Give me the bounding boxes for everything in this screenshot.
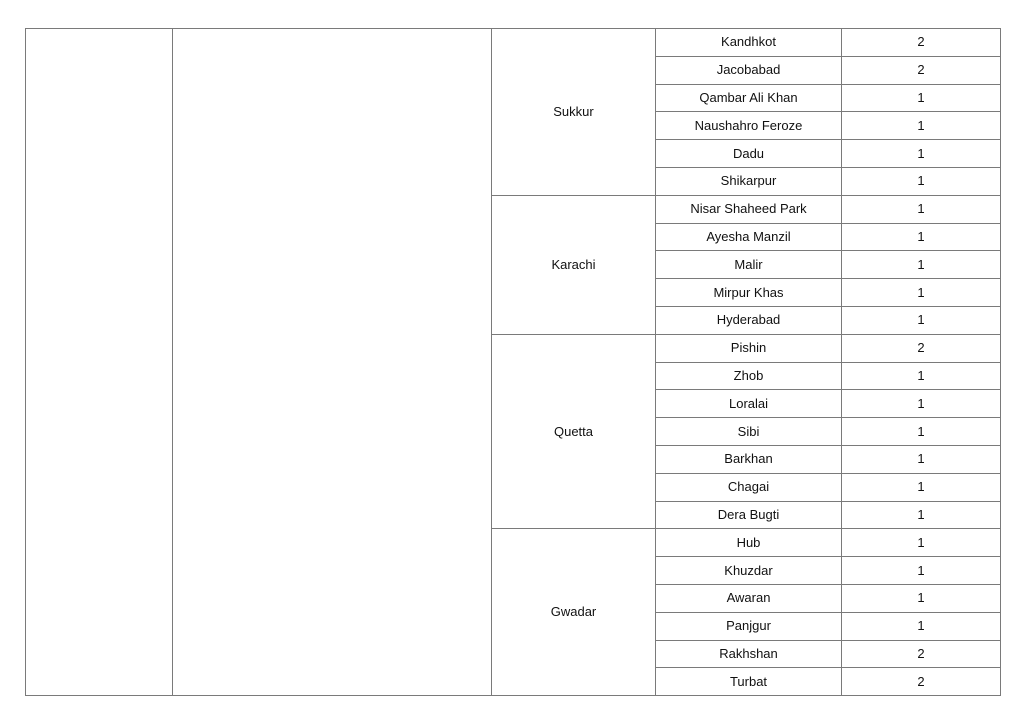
station-count-cell: 1 xyxy=(842,529,1001,557)
station-count-cell: 1 xyxy=(842,584,1001,612)
station-count-cell: 1 xyxy=(842,418,1001,446)
station-name-cell: Jacobabad xyxy=(656,56,842,84)
station-name-cell: Rakhshan xyxy=(656,640,842,668)
station-count-cell: 1 xyxy=(842,140,1001,168)
station-count-cell: 1 xyxy=(842,557,1001,585)
station-name-cell: Dera Bugti xyxy=(656,501,842,529)
station-name-cell: Mirpur Khas xyxy=(656,279,842,307)
station-count-cell: 1 xyxy=(842,223,1001,251)
station-count-cell: 1 xyxy=(842,473,1001,501)
region-cell: Gwadar xyxy=(492,529,656,696)
station-count-cell: 2 xyxy=(842,668,1001,696)
station-name-cell: Chagai xyxy=(656,473,842,501)
station-name-cell: Kandhkot xyxy=(656,29,842,57)
station-name-cell: Pishin xyxy=(656,334,842,362)
station-count-cell: 1 xyxy=(842,251,1001,279)
station-count-cell: 1 xyxy=(842,362,1001,390)
station-count-cell: 1 xyxy=(842,195,1001,223)
blank-column-1-cell xyxy=(26,29,173,696)
station-name-cell: Khuzdar xyxy=(656,557,842,585)
blank-column-2-cell xyxy=(173,29,492,696)
station-name-cell: Shikarpur xyxy=(656,167,842,195)
station-count-cell: 1 xyxy=(842,306,1001,334)
station-name-cell: Hyderabad xyxy=(656,306,842,334)
station-name-cell: Nisar Shaheed Park xyxy=(656,195,842,223)
station-name-cell: Naushahro Feroze xyxy=(656,112,842,140)
station-count-cell: 2 xyxy=(842,56,1001,84)
station-count-cell: 1 xyxy=(842,84,1001,112)
station-name-cell: Turbat xyxy=(656,668,842,696)
region-cell: Karachi xyxy=(492,195,656,334)
station-name-cell: Hub xyxy=(656,529,842,557)
station-count-cell: 1 xyxy=(842,390,1001,418)
table-row xyxy=(26,29,1001,57)
station-count-cell: 2 xyxy=(842,640,1001,668)
region-station-table xyxy=(25,28,1001,696)
station-count-cell: 2 xyxy=(842,29,1001,57)
station-count-cell: 1 xyxy=(842,167,1001,195)
station-name-cell: Loralai xyxy=(656,390,842,418)
station-count-cell: 1 xyxy=(842,612,1001,640)
station-name-cell: Ayesha Manzil xyxy=(656,223,842,251)
region-cell: Sukkur xyxy=(492,29,656,196)
station-name-cell: Awaran xyxy=(656,584,842,612)
region-cell: Quetta xyxy=(492,334,656,529)
station-count-cell: 1 xyxy=(842,279,1001,307)
station-name-cell: Panjgur xyxy=(656,612,842,640)
station-name-cell: Qambar Ali Khan xyxy=(656,84,842,112)
station-count-cell: 2 xyxy=(842,334,1001,362)
station-name-cell: Barkhan xyxy=(656,445,842,473)
station-count-cell: 1 xyxy=(842,112,1001,140)
station-name-cell: Dadu xyxy=(656,140,842,168)
station-name-cell: Sibi xyxy=(656,418,842,446)
station-count-cell: 1 xyxy=(842,501,1001,529)
station-name-cell: Malir xyxy=(656,251,842,279)
station-count-cell: 1 xyxy=(842,445,1001,473)
station-name-cell: Zhob xyxy=(656,362,842,390)
